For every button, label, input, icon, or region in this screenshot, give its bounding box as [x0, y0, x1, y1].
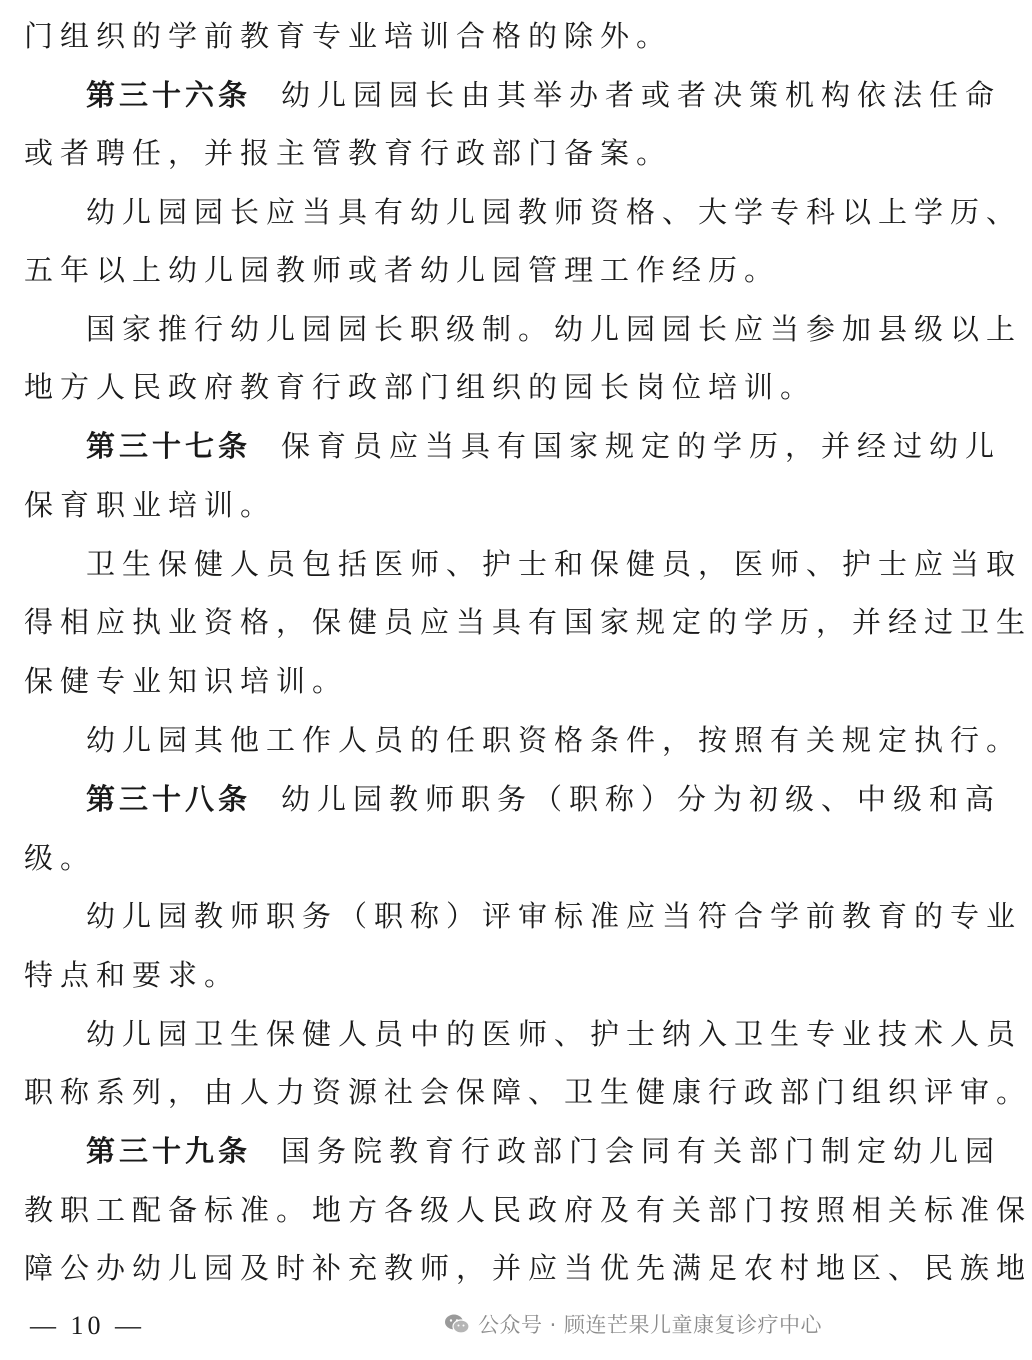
- article-heading: 第三十八条: [86, 782, 252, 816]
- text-line: 特点和要求。: [24, 958, 241, 992]
- text-line: 五年以上幼儿园教师或者幼儿园管理工作经历。: [24, 253, 781, 287]
- text-line: 得相应执业资格，保健员应当具有国家规定的学历，并经过卫生: [24, 605, 1032, 639]
- text-line: 幼儿园卫生保健人员中的医师、护士纳入卫生专业技术人员: [86, 1017, 1023, 1051]
- text-line: 门组织的学前教育专业培训合格的除外。: [24, 19, 673, 53]
- article-line: 第三十六条 幼儿园园长由其举办者或者决策机构依法任命: [86, 78, 1002, 112]
- article-line: 第三十七条 保育员应当具有国家规定的学历，并经过幼儿: [86, 429, 1002, 463]
- watermark-text: 公众号 · 顾连芒果儿童康复诊疗中心: [478, 1313, 823, 1337]
- text-line: 幼儿园其他工作人员的任职资格条件，按照有关规定执行。: [86, 723, 1023, 757]
- watermark: [444, 1306, 822, 1342]
- text-line: 职称系列，由人力资源社会保障、卫生健康行政部门组织评审。: [24, 1075, 1032, 1109]
- text-line: 保育职业培训。: [24, 488, 277, 522]
- text-line: 保健专业知识培训。: [24, 664, 349, 698]
- page-number: — 10 —: [30, 1311, 145, 1340]
- text-line: 或者聘任，并报主管教育行政部门备案。: [24, 136, 673, 170]
- text-line: 障公办幼儿园及时补充教师，并应当优先满足农村地区、民族地: [24, 1251, 1032, 1285]
- article-heading: 第三十六条: [86, 78, 252, 112]
- article-heading: 第三十九条: [86, 1134, 252, 1168]
- text-line: 地方人民政府教育行政部门组织的园长岗位培训。: [24, 370, 817, 404]
- text-line: 教职工配备标准。地方各级人民政府及有关部门按照相关标准保: [24, 1193, 1032, 1227]
- wechat-icon: [444, 1313, 470, 1335]
- text-line: 卫生保健人员包括医师、护士和保健员，医师、护士应当取: [86, 547, 1023, 581]
- text-line: 国家推行幼儿园园长职级制。幼儿园园长应当参加县级以上: [86, 312, 1023, 346]
- text-line: 幼儿园教师职务（职称）评审标准应当符合学前教育的专业: [86, 899, 1023, 933]
- article-line: 第三十八条 幼儿园教师职务（职称）分为初级、中级和高: [86, 782, 1002, 816]
- text-line: 幼儿园园长应当具有幼儿园教师资格、大学专科以上学历、: [86, 195, 1023, 229]
- article-heading: 第三十七条: [86, 429, 252, 463]
- article-line: 第三十九条 国务院教育行政部门会同有关部门制定幼儿园: [86, 1134, 1002, 1168]
- text-line: 级。: [24, 841, 97, 875]
